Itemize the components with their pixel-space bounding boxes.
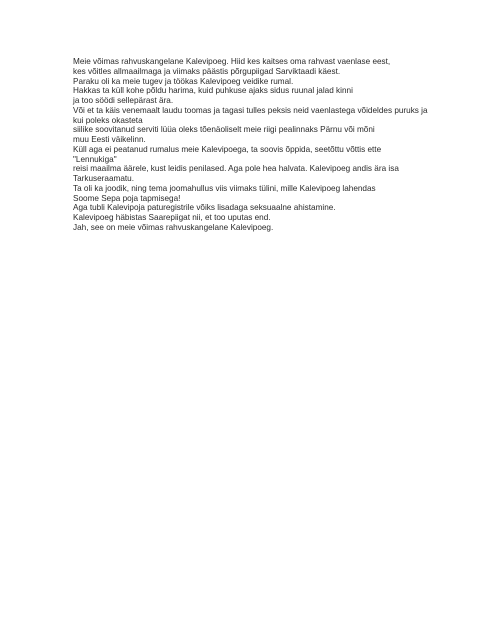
text-line: kui poleks okasteta: [73, 115, 143, 125]
text-line: kes võitles allmaailmaga ja viimaks päästis põrgupiigad Sarviktaadi käest.: [73, 66, 341, 76]
text-line: ja too söödi sellepärast ära.: [73, 96, 174, 105]
text-line: Aga tubli Kalevipoja paturegistrile võiks lisadaga seksuaalne ahistamine.: [73, 203, 336, 213]
text-line: Ta oli ka joodik, ning tema joomahullus viis viimaks tülini, mille Kalevipoeg lahendas: [73, 183, 376, 193]
text-line: siilike soovitanud serviti lüüa oleks tõenäoliselt meie riigi pealinnaks Pärnu või mõni: [73, 125, 375, 135]
text-line: muu Eesti väikelinn.: [73, 135, 146, 144]
text-line: Jah, see on meie võimas rahvuskangelane Kalevipoeg.: [73, 222, 274, 232]
text-line: Või et ta käis venemaalt laudu toomas ja tagasi tulles peksis neid vaenlastega võideldes puruks ja: [73, 105, 428, 115]
text-line: Paraku oli ka meie tugev ja töökas Kalevipoeg veidike rumal.: [73, 76, 294, 86]
document-text: [73, 57, 433, 233]
text-line: Meie võimas rahvuskangelane Kalevipoeg. Hiid kes kaitses oma rahvast vaenlase eest,: [73, 57, 391, 66]
text-line: Soome Sepa poja tapmisega!: [73, 193, 181, 203]
text-line: Tarkuseraamatu.: [73, 174, 134, 183]
text-line: "Lennukiga": [73, 154, 117, 164]
text-line: Kalevipoeg häbistas Saarepiigat nii, et too uputas end.: [73, 213, 271, 222]
text-line: Hakkas ta küll kohe põldu harima, kuid puhkuse ajaks sidus ruunal jalad kinni: [73, 86, 353, 96]
text-line: Küll aga ei peatanud rumalus meie Kalevipoega, ta soovis õppida, seetõttu võttis ette: [73, 144, 382, 154]
text-line: reisi maailma äärele, kust leidis penilased. Aga pole hea halvata. Kalevipoeg andis ära isa: [73, 164, 399, 174]
